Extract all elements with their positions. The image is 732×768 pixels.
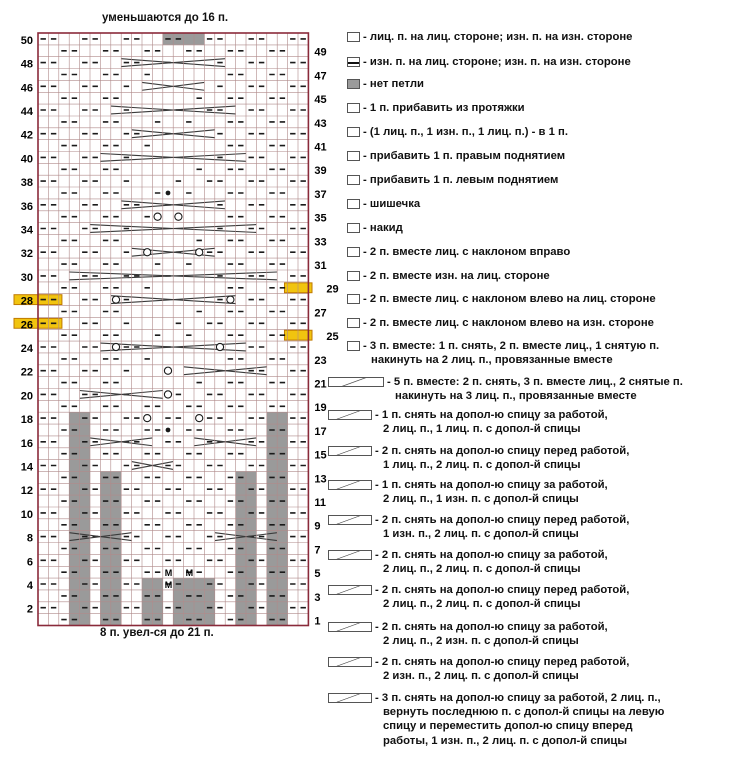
row-number-left: 42	[20, 129, 33, 142]
no-stitch-block	[184, 33, 194, 45]
legend-item	[322, 245, 727, 259]
yarn-over-icon	[154, 213, 161, 220]
legend-item	[322, 655, 727, 683]
row-number-left: 24	[20, 342, 33, 355]
row-number-right: 13	[314, 473, 327, 486]
cable-2-2-front-icon	[328, 585, 372, 595]
legend-item	[322, 101, 727, 115]
row-number-right: 29	[326, 283, 339, 296]
legend-item	[322, 620, 727, 648]
no-stitch-block	[194, 33, 204, 45]
yarn-over-icon	[227, 296, 234, 303]
legend-text: вернуть последнюю п. с допол-й спицы на левую	[383, 706, 665, 719]
legend-text: 2 лиц. п., 2 лиц. п. с допол-й спицы	[383, 563, 581, 576]
legend-text: 2 лиц. п., 2 лиц. п. с допол-й спицы	[383, 598, 581, 611]
bobble-icon	[347, 199, 360, 209]
legend-text: спицу и переместить допол-ю спицу вперед	[383, 720, 633, 733]
legend-text: - прибавить 1 п. левым поднятием	[363, 174, 559, 186]
row-number-right: 45	[314, 94, 327, 107]
legend-text: - шишечка	[363, 198, 421, 210]
legend-item	[322, 292, 727, 306]
legend-item	[322, 197, 727, 211]
row-number-left: 32	[20, 248, 33, 261]
row-number-left: 4	[26, 579, 33, 592]
legend-item	[322, 583, 727, 611]
legend-item	[322, 513, 727, 541]
legend-text: - нет петли	[363, 78, 424, 90]
p2tog-icon	[347, 271, 360, 281]
legend-text: - 2 п. снять на допол-ю спицу перед работой,	[375, 445, 630, 457]
legend-item	[322, 408, 727, 436]
row-number-left: 30	[20, 271, 33, 284]
row-number-right: 3	[314, 591, 321, 604]
row-number-right: 31	[314, 260, 327, 272]
legend-item	[322, 375, 727, 403]
row-number-left: 34	[20, 224, 33, 237]
legend-item	[322, 478, 727, 506]
legend-text: - 1 п. прибавить из протяжки	[363, 102, 525, 114]
row-number-right: 11	[314, 497, 327, 509]
yarn-over-icon	[347, 223, 360, 233]
row-number-left: 20	[20, 390, 33, 403]
m-increase-icon: M	[164, 579, 173, 590]
legend-text: - 2 п. снять на допол-ю спицу перед работой,	[375, 514, 630, 526]
row-number-left: 6	[26, 556, 33, 569]
row-number-left: 46	[20, 82, 33, 95]
left-lift-icon	[347, 175, 360, 185]
row-number-right: 25	[326, 331, 339, 344]
row-number-right: 9	[314, 520, 321, 533]
sk3-icon	[347, 341, 360, 351]
legend-text: 2 лиц. п., 1 лиц. п. с допол-й спицы	[383, 423, 581, 436]
bobble-icon	[166, 191, 171, 196]
legend-text: 1 изн. п., 2 лиц. п. с допол-й спицы	[383, 528, 579, 541]
legend-text: - 3 п. снять на допол-ю спицу за работой, 2 лиц. п.,	[375, 692, 661, 704]
legend-item	[322, 444, 727, 472]
row-number-right: 17	[314, 425, 327, 438]
knitting-chart	[0, 0, 339, 640]
legend-text: - изн. п. на лиц. стороне; изн. п. на изн. стороне	[363, 56, 631, 68]
psi-square-icon	[347, 127, 360, 137]
cable-2-2p-back-icon	[328, 622, 372, 632]
legend-text: - 1 п. снять на допол-ю спицу за работой,	[375, 409, 608, 421]
cable-2-2p-front-icon	[328, 657, 372, 667]
legend-text: - 5 п. вместе: 2 п. снять, 3 п. вместе лиц., 2 снятые п.	[387, 376, 683, 388]
legend-text: - 2 п. вместе лиц. с наклоном влево на лиц. стороне	[363, 293, 656, 305]
legend-text: накинуть на 2 лиц. п., провязанные вместе	[371, 354, 613, 367]
yarn-over-icon	[164, 391, 171, 398]
row-number-right: 39	[314, 165, 327, 178]
cable-1-2-back-icon	[328, 410, 372, 420]
row-number-left: 18	[20, 414, 33, 427]
legend-item	[322, 691, 727, 748]
yarn-over-icon	[216, 343, 223, 350]
row-number-right: 27	[314, 307, 327, 320]
row-number-right: 33	[314, 236, 327, 249]
row-number-left: 14	[20, 461, 33, 474]
row-number-right: 19	[314, 402, 327, 415]
yarn-over-icon	[196, 249, 203, 256]
no-stitch-block	[246, 471, 256, 625]
right-lift-icon	[347, 151, 360, 161]
row-number-left: 28	[20, 295, 33, 308]
cable-3-complex-icon	[328, 693, 372, 703]
legend-text: - 2 п. вместе изн. на лиц. стороне	[363, 270, 550, 282]
cable-1-2p-back-icon	[328, 480, 372, 490]
legend-item	[322, 30, 727, 44]
p2tog-left-icon	[347, 318, 360, 328]
legend-text: 2 лиц. п., 2 изн. п. с допол-й спицы	[383, 635, 579, 648]
yarn-over-icon	[112, 296, 119, 303]
row-number-left: 22	[20, 366, 33, 379]
cable-2-2-back-icon	[328, 550, 372, 560]
legend-text: - 2 п. снять на допол-ю спицу за работой,	[375, 549, 608, 561]
row-number-left: 10	[20, 508, 33, 521]
row-number-right: 7	[314, 544, 321, 557]
m-square-icon	[347, 103, 360, 113]
legend-text: - прибавить 1 п. правым поднятием	[363, 150, 566, 162]
yarn-over-icon	[196, 415, 203, 422]
legend-item	[322, 339, 727, 367]
yarn-over-icon	[164, 367, 171, 374]
row-number-left: 16	[20, 437, 33, 450]
row-number-right: 43	[314, 117, 327, 130]
gray-square-icon	[347, 79, 360, 89]
row-number-right: 47	[314, 70, 327, 83]
k2tog-left-icon	[347, 294, 360, 304]
legend-item	[322, 149, 727, 163]
chart-top-caption: уменьшаются до 16 п.	[102, 12, 229, 24]
row-number-left: 38	[20, 177, 33, 190]
yarn-over-icon	[175, 213, 182, 220]
m-increase-icon: M	[185, 568, 194, 579]
m-increase-icon: M	[164, 568, 173, 579]
legend-text: - 2 п. снять на допол-ю спицу перед работой,	[375, 656, 630, 668]
legend-text: - 1 п. снять на допол-ю спицу за работой,	[375, 479, 608, 491]
row-number-right: 21	[314, 378, 327, 391]
row-number-left: 48	[20, 58, 33, 71]
legend-text: - 2 п. вместе лиц. с наклоном влево на изн. стороне	[363, 317, 654, 329]
row-number-left: 40	[20, 153, 33, 166]
row-number-left: 50	[20, 34, 33, 47]
legend-item	[322, 55, 727, 69]
legend-text: - 3 п. вместе: 1 п. снять, 2 п. вместе лиц., 1 снятую п.	[363, 340, 660, 352]
row-number-left: 44	[20, 105, 33, 118]
yarn-over-icon	[144, 415, 151, 422]
row-number-right: 41	[314, 141, 327, 154]
legend-text: накинуть на 3 лиц. п., провязанные вместе	[395, 390, 637, 403]
dec5-icon	[328, 377, 384, 387]
yarn-over-icon	[144, 249, 151, 256]
legend-item	[322, 316, 727, 330]
row-number-right: 15	[314, 449, 327, 462]
legend-text: - накид	[363, 222, 403, 234]
legend-text: - 2 п. снять на допол-ю спицу за работой,	[375, 621, 608, 633]
bobble-icon	[166, 428, 171, 433]
k2tog-right-icon	[347, 247, 360, 257]
row-number-right: 49	[314, 46, 327, 59]
row-number-left: 2	[26, 603, 33, 616]
legend-item	[322, 269, 727, 283]
legend-item	[322, 77, 727, 91]
legend-text: 2 лиц. п., 1 изн. п. с допол-й спицы	[383, 493, 579, 506]
cable-2-1-front-icon	[328, 446, 372, 456]
row-number-right: 1	[314, 615, 321, 628]
legend-text: - 2 п. вместе лиц. с наклоном вправо	[363, 246, 571, 258]
empty-square-icon	[347, 32, 360, 42]
legend-item	[322, 125, 727, 139]
row-number-left: 8	[26, 532, 33, 545]
legend-text: - лиц. п. на лиц. стороне; изн. п. на изн. стороне	[363, 31, 633, 43]
chart-bottom-caption: 8 п. увел-ся до 21 п.	[100, 627, 214, 639]
cable-2-1p-front-icon	[328, 515, 372, 525]
legend-item	[322, 548, 727, 576]
row-number-right: 23	[314, 354, 327, 367]
legend-text: работы, 1 изн. п., 2 лиц. п. с допол-й спицы	[383, 734, 628, 747]
legend-item	[322, 173, 727, 187]
row-number-left: 12	[20, 485, 33, 498]
legend-text: - (1 лиц. п., 1 изн. п., 1 лиц. п.) - в 1 п.	[363, 126, 568, 138]
legend-text: 1 лиц. п., 2 лиц. п. с допол-й спицы	[383, 459, 581, 472]
row-number-right: 5	[314, 568, 321, 581]
dash-square-icon	[347, 57, 360, 67]
yarn-over-icon	[112, 343, 119, 350]
legend-text: - 2 п. снять на допол-ю спицу перед работой,	[375, 584, 630, 596]
row-number-left: 26	[20, 319, 33, 332]
row-number-right: 35	[314, 212, 327, 225]
row-number-left: 36	[20, 200, 33, 213]
legend-text: 2 изн. п., 2 лиц. п. с допол-й спицы	[383, 670, 579, 683]
row-number-right: 37	[314, 188, 327, 201]
legend-item	[322, 221, 727, 235]
